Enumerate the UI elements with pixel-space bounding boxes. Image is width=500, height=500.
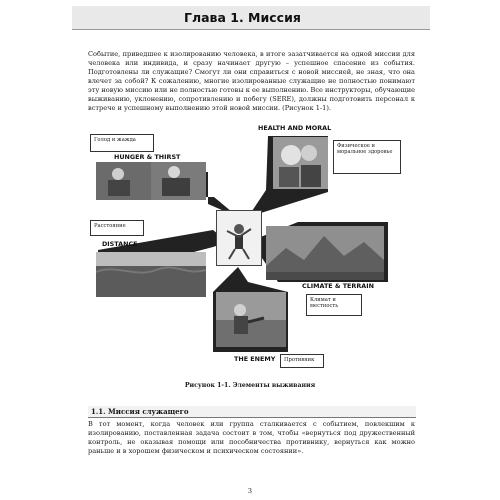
climate-heading: CLIMATE & TERRAIN [302,282,374,290]
enemy-label: Противник [284,357,315,363]
distance-heading: DISTANCE [102,240,138,248]
distance-label-box [90,220,144,236]
distance-label: Расстояние [94,223,126,229]
health-heading: HEALTH AND MORAL [258,124,332,132]
distance-photo [96,252,206,297]
enemy-photo [216,292,286,347]
section-header-bar [88,406,416,418]
intro-paragraph: Событие, приведшее к изолированию человека, в итоге зазатчивается на одной миссии для человека или индивида, и сразу начинает другую – успешное спасение из события. Подготовлены ли служащие? Смогут ли они справиться с новой миссией, не зная, что она влечет за собой? К сожалению, многие изолированные служащие не полностью понимают эту новую миссию или не полностью готовы к ее выполнению. Все инструкторы, обучающие выживанию, уклонению, сопротивлению и побегу (SERE), должны подготовить персонал к встрече и успешному выполнению этой новой миссии. (Рисунок 1-1). [88,50,415,112]
hunger-heading: HUNGER & THIRST [114,153,181,161]
chapter-header-bar [72,6,430,30]
health-label-box [333,140,401,174]
hunger-label-box [90,134,154,152]
section-paragraph: В тот момент, когда человек или группа сталкивается с событием, повлекшим к изолированию, поставленная задача состоит в том, чтобы «вернуться под дружественный контроль, не оказывая помощи или пособничества противнику, вернуться как можно раньше и в хорошем физическом и психическом состоянии». [88,420,415,455]
health-label: Физическое и моральное здоровье [337,143,393,156]
chapter-title: Глава 1. Миссия [184,10,301,25]
survival-elements-figure [88,122,418,386]
climate-photo [266,226,384,280]
center-photo [216,210,262,266]
figure-caption: Рисунок 1-1. Элементы выживания [184,382,316,389]
climate-label: Климат и местность [310,297,339,310]
section-title: 1.1. Миссия служащего [91,407,189,416]
enemy-heading: THE ENEMY [234,355,276,363]
climate-label-box [306,294,362,316]
hunger-label: Голод и жажда [94,137,136,143]
enemy-label-box [280,354,324,368]
health-photo [273,137,328,189]
parachutist-icon [217,211,261,265]
hunger-photo [96,162,206,200]
page-number: 3 [247,487,253,495]
